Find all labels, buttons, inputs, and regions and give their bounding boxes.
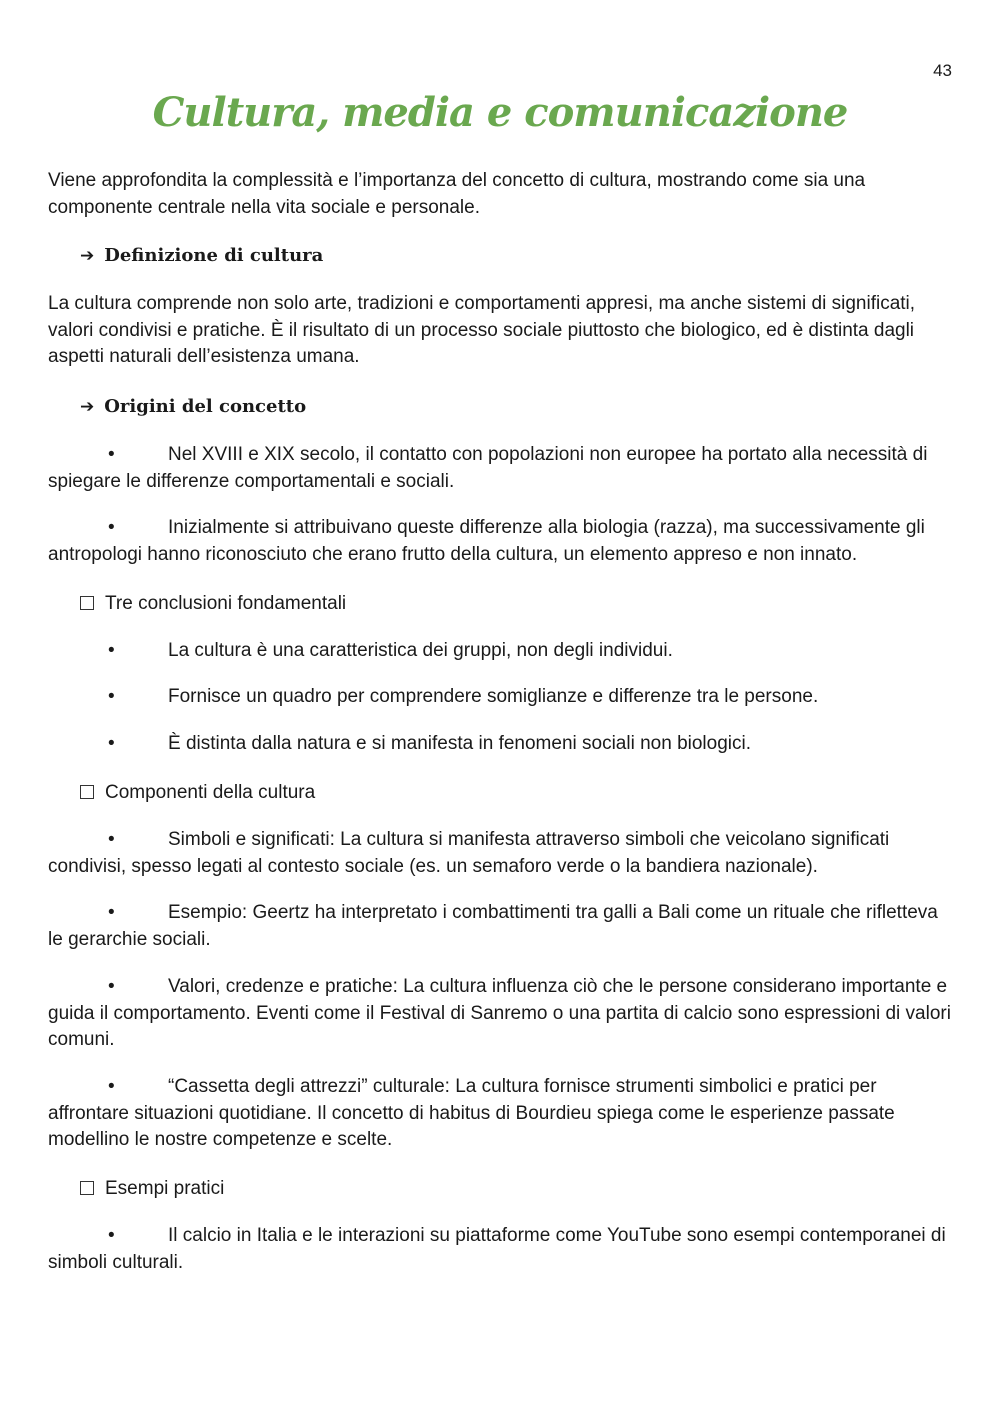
list-item-text: Valori, credenze e pratiche: La cultura influenza ciò che le persone considerano importante e guida il comportamento. Eventi come il Festival di Sanremo o una partita di calcio sono espressioni di valori comuni. [48,976,951,1050]
intro-paragraph: Viene approfondita la complessità e l’importanza del concetto di cultura, mostrando come sia una componente centrale nella vita sociale e personale. [48,170,866,218]
subsection-heading-conclusioni [80,591,346,617]
arrow-right-icon: ➔ [80,397,95,417]
list-item [48,974,953,1054]
subsection-heading-label: Componenti della cultura [105,782,316,803]
list-item-text: Nel XVIII e XIX secolo, il contatto con popolazioni non europee ha portato alla necessità di spiegare le differenze comportamentali e sociali. [48,444,928,492]
checkbox-square-icon [80,596,94,610]
list-item [48,827,953,880]
bullet-icon: • [108,517,115,538]
arrow-right-icon: ➔ [80,246,95,266]
section-heading-origini [80,394,306,420]
list-item [48,515,953,568]
bullet-icon: • [108,829,115,850]
subsection-heading-label: Tre conclusioni fondamentali [105,593,347,614]
list-item-text: Fornisce un quadro per comprendere somiglianze e differenze tra le persone. [168,686,819,707]
list-item [48,1074,953,1154]
subsection-heading-componenti [80,780,315,806]
section-heading-label: Definizione di cultura [104,245,324,266]
bullet-icon: • [108,444,115,465]
bullet-icon: • [108,1076,115,1097]
page-number: 43 [933,61,952,80]
list-item-text: Simboli e significati: La cultura si manifesta attraverso simboli che veicolano significati condivisi, spesso legati al contesto sociale (es. un semaforo verde o la bandiera nazionale). [48,829,890,877]
list-item-text: “Cassetta degli attrezzi” culturale: La cultura fornisce strumenti simbolici e pratici per affrontare situazioni quotidiane. Il concetto di habitus di Bourdieu spiega come le esperienze passate modellino le nostre competenze e scelte. [48,1076,895,1150]
checkbox-square-icon [80,1181,94,1195]
definizione-paragraph: La cultura comprende non solo arte, tradizioni e comportamenti appresi, ma anche sistemi di significati, valori condivisi e pratiche. È il risultato di un processo sociale piuttosto che biologico, ed è distinta dagli aspetti naturali dell’esistenza umana. [48,293,916,367]
bullet-icon: • [108,733,115,754]
checkbox-square-icon [80,785,94,799]
section-heading-definizione [80,243,323,269]
subsection-heading-esempi [80,1176,224,1202]
list-item-text: Esempio: Geertz ha interpretato i combattimenti tra galli a Bali come un rituale che rifletteva le gerarchie sociali. [48,902,938,950]
bullet-icon: • [108,976,115,997]
list-item [48,442,953,495]
list-item-text: Il calcio in Italia e le interazioni su piattaforme come YouTube sono esempi contemporanei di simboli culturali. [48,1225,946,1273]
bullet-icon: • [108,686,115,707]
bullet-icon: • [108,640,115,661]
page-title: Cultura, media e comunicazione [152,89,848,136]
list-item [48,900,953,953]
list-item-text: Inizialmente si attribuivano queste differenze alla biologia (razza), ma successivamente gli antropologi hanno riconosciuto che erano frutto della cultura, un elemento appreso e non innato. [48,517,925,565]
bullet-icon: • [108,1225,115,1246]
list-item-text: È distinta dalla natura e si manifesta in fenomeni sociali non biologici. [168,733,751,754]
list-item [48,1223,953,1276]
bullet-icon: • [108,902,115,923]
section-heading-label: Origini del concetto [104,396,307,417]
list-item-text: La cultura è una caratteristica dei gruppi, non degli individui. [168,640,673,661]
subsection-heading-label: Esempi pratici [105,1178,225,1199]
